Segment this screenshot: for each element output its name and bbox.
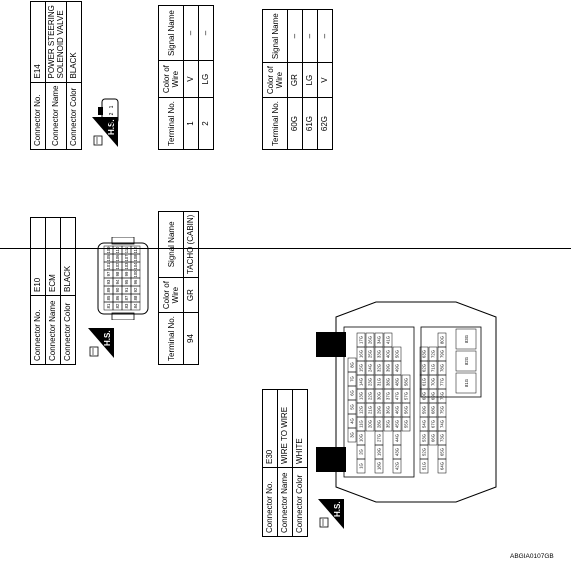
pin-label: 65G <box>439 448 445 456</box>
pin-label: 42G <box>394 462 400 470</box>
pin-label: 7G <box>349 376 355 382</box>
pin-label: 20G <box>367 420 373 428</box>
pin-label: 14G <box>358 378 364 386</box>
pin-label: 86 <box>114 295 120 301</box>
pin-label: 105 <box>105 254 111 262</box>
terminal-no-header: Terminal No. <box>159 98 184 150</box>
pin-label: 101 <box>105 262 111 270</box>
pin-label: 59G <box>421 406 427 414</box>
pin-label: 56G <box>403 406 409 414</box>
pin-label: 52G <box>421 448 427 456</box>
svg-text:H.S.: H.S. <box>103 330 112 346</box>
terminal-no-header: Terminal No. <box>159 313 184 365</box>
connector-color-value: BLACK <box>61 218 76 296</box>
pin-label: 60G <box>421 392 427 400</box>
pin-label: 49G <box>394 364 400 372</box>
table-row: 61G LG – <box>303 10 318 150</box>
pin-label: 91 <box>123 287 129 293</box>
pin-label: 98 <box>114 271 120 277</box>
pin-label: 5G <box>349 404 355 410</box>
pin-label: 94 <box>114 279 120 285</box>
connector-e14-info-table <box>30 1 82 150</box>
pin-label: 102 <box>114 262 120 270</box>
pin-label: 89 <box>105 287 111 293</box>
pin-label: 3G <box>349 432 355 438</box>
pin-label: 62G <box>421 364 427 372</box>
pin-label: 15G <box>358 364 364 372</box>
pin-label: 40G <box>385 350 391 358</box>
pin-label: 68G <box>430 406 436 414</box>
pin-label: 36G <box>385 406 391 414</box>
hs-icon <box>88 328 114 358</box>
connector-e14-signal-table <box>158 5 214 150</box>
pin-label: 99 <box>123 271 129 277</box>
connector-e10-face <box>96 237 150 320</box>
pin-label: 108 <box>132 254 138 262</box>
pin-label: 34G <box>376 336 382 344</box>
svg-text:H.S.: H.S. <box>333 501 342 517</box>
pin-label: 29G <box>376 406 382 414</box>
pin-label: 45G <box>394 420 400 428</box>
pin-label: 41G <box>385 336 391 344</box>
pin-label: 6G <box>349 390 355 396</box>
svg-text:2: 2 <box>109 112 115 116</box>
pin-label: 104 <box>132 262 138 270</box>
pin-label: 63G <box>421 350 427 358</box>
connector-no-value: E14 <box>31 2 46 82</box>
pin-label: 87 <box>123 295 129 301</box>
svg-text:1: 1 <box>109 105 115 109</box>
pin-label: 97 <box>105 271 111 277</box>
pin-label: 2G <box>358 449 364 455</box>
pin-label: 83G <box>463 335 469 343</box>
pin-label: 82G <box>463 357 469 365</box>
connector-e30-face <box>316 287 511 517</box>
pin-label: 81 <box>105 303 111 309</box>
pin-label: 11G <box>358 420 364 428</box>
pin-label: 57G <box>403 392 409 400</box>
pin-label: 64G <box>439 462 445 470</box>
pin-label: 48G <box>394 378 400 386</box>
pin-label: 109 <box>105 246 111 254</box>
pin-label: 43G <box>394 448 400 456</box>
pin-label: 72G <box>430 350 436 358</box>
connector-name-label: Connector Name <box>278 468 293 537</box>
pin-label: 26G <box>367 336 373 344</box>
color-of-wire-header: Color of Wire <box>263 63 288 98</box>
pin-label: 18G <box>376 462 382 470</box>
connector-color-value: BLACK <box>67 2 82 82</box>
table-row: 60G GR – <box>288 10 303 150</box>
signal-name-header: Signal Name <box>159 6 184 61</box>
pin-label: 30G <box>376 392 382 400</box>
pin-label: 51G <box>421 462 427 470</box>
pin-label: 1G <box>358 463 364 469</box>
pin-label: 25G <box>367 350 373 358</box>
pin-label: 75G <box>439 406 445 414</box>
pin-label: 66G <box>430 434 436 442</box>
connector-color-label: Connector Color <box>67 82 82 149</box>
pin-label: 50G <box>394 350 400 358</box>
pin-label: 37G <box>385 392 391 400</box>
pin-label: 10G <box>358 434 364 442</box>
pin-label: 28G <box>376 420 382 428</box>
pin-label: 84 <box>132 303 138 309</box>
pin-label: 77G <box>439 378 445 386</box>
connector-color-label: Connector Color <box>61 296 76 365</box>
connector-name-value: WIRE TO WIRE <box>278 390 293 468</box>
pin-label: 55G <box>403 420 409 428</box>
pin-label: 31G <box>376 378 382 386</box>
table-row: 62G V – <box>318 10 333 150</box>
table-row: 94 GR TACHO (CABIN) <box>184 211 199 364</box>
pin-label: 93 <box>105 279 111 285</box>
pin-label: 21G <box>367 406 373 414</box>
signal-name-header: Signal Name <box>263 10 288 63</box>
pin-label: 73G <box>439 434 445 442</box>
svg-text:H.S.: H.S. <box>107 119 116 135</box>
pin-label: 69G <box>430 392 436 400</box>
connector-no-label: Connector No. <box>31 296 46 365</box>
pin-label: 23G <box>367 378 373 386</box>
connector-name-label: Connector Name <box>46 82 67 149</box>
pin-label: 70G <box>430 378 436 386</box>
pin-label: 27G <box>376 434 382 442</box>
pin-label: 85 <box>105 295 111 301</box>
pin-label: 74G <box>439 420 445 428</box>
connector-e30-signal-table <box>262 9 333 150</box>
pin-label: 19G <box>376 448 382 456</box>
connector-no-value: E10 <box>31 218 46 296</box>
pin-label: 83 <box>123 303 129 309</box>
pin-label: 106 <box>114 254 120 262</box>
connector-no-value: E30 <box>263 390 278 468</box>
pin-label: 58G <box>403 378 409 386</box>
pin-label: 96 <box>132 279 138 285</box>
pin-label: 78G <box>439 364 445 372</box>
connector-name-value: POWER STEERING SOLENOID VALVE <box>46 2 67 82</box>
connector-name-label: Connector Name <box>46 296 61 365</box>
pin-label: 81G <box>463 379 469 387</box>
pin-label: 17G <box>358 336 364 344</box>
pin-label: 76G <box>439 392 445 400</box>
pin-label: 92 <box>132 287 138 293</box>
pin-label: 12G <box>358 406 364 414</box>
connector-color-label: Connector Color <box>293 468 308 537</box>
table-row: 1 V – <box>184 6 199 150</box>
connector-no-label: Connector No. <box>263 468 278 537</box>
pin-label: 16G <box>358 350 364 358</box>
pin-label: 100 <box>132 270 138 278</box>
pin-label: 111 <box>123 246 129 254</box>
pin-label: 32G <box>376 364 382 372</box>
terminal-no-header: Terminal No. <box>263 98 288 150</box>
pin-label: 54G <box>421 420 427 428</box>
figure-reference-code: ABGIA0107GB <box>510 553 554 560</box>
pin-label: 110 <box>114 246 120 254</box>
pin-label: 103 <box>123 262 129 270</box>
pin-label: 61G <box>421 378 427 386</box>
signal-name-header: Signal Name <box>159 211 184 277</box>
pin-label: 79G <box>439 350 445 358</box>
pin-label: 46G <box>394 406 400 414</box>
pin-label: 90 <box>114 287 120 293</box>
pin-label: 95 <box>123 279 129 285</box>
pin-label: 38G <box>385 378 391 386</box>
color-of-wire-header: Color of Wire <box>159 61 184 98</box>
connector-color-value: WHITE <box>293 390 308 468</box>
pin-label: 35G <box>385 420 391 428</box>
pin-label: 44G <box>394 434 400 442</box>
pin-label: 71G <box>430 364 436 372</box>
pin-label: 13G <box>358 392 364 400</box>
connector-e10-info-table <box>30 217 76 365</box>
pin-label: 47G <box>394 392 400 400</box>
pin-label: 39G <box>385 364 391 372</box>
pin-label: 4G <box>349 418 355 424</box>
pin-label: 88 <box>132 295 138 301</box>
pin-label: 24G <box>367 364 373 372</box>
pin-label: 33G <box>376 350 382 358</box>
pin-label: 80G <box>439 336 445 344</box>
connector-e30-info-table <box>262 389 308 537</box>
pin-label: 53G <box>421 434 427 442</box>
pin-label: 112 <box>132 246 138 254</box>
pin-label: 22G <box>367 392 373 400</box>
connector-e14-face <box>97 95 123 127</box>
table-row: 2 LG – <box>199 6 214 150</box>
pin-label: 67G <box>430 420 436 428</box>
pin-label: 8G <box>349 362 355 368</box>
color-of-wire-header: Color of Wire <box>159 278 184 313</box>
pin-label: 82 <box>114 303 120 309</box>
connector-name-value: ECM <box>46 218 61 296</box>
connector-e10-signal-table <box>158 211 199 365</box>
pin-label: 107 <box>123 254 129 262</box>
connector-no-label: Connector No. <box>31 82 46 149</box>
